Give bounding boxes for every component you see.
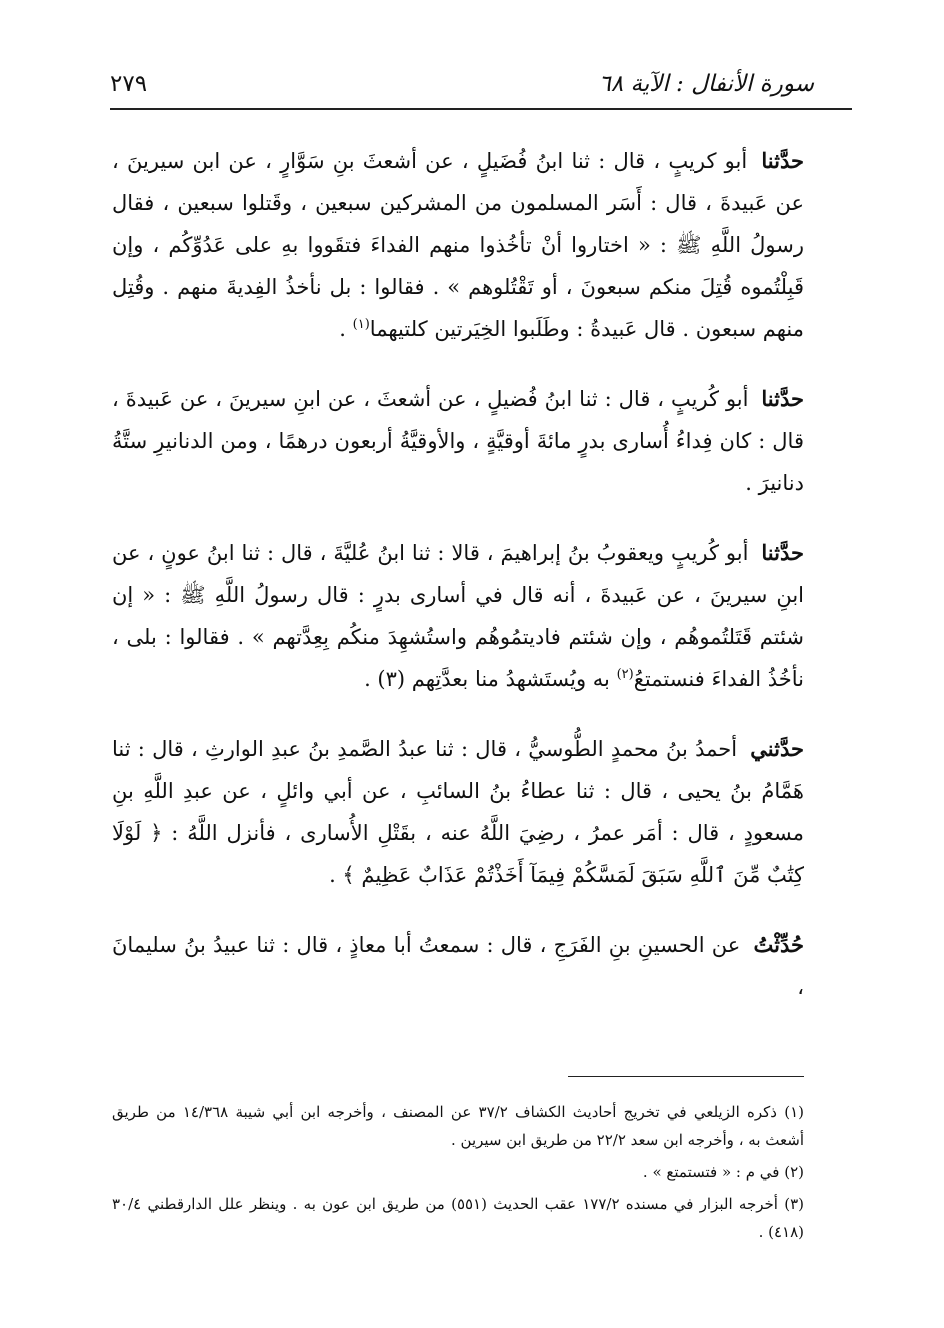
paragraph [112, 532, 804, 700]
paragraph-text: عن الحسينِ بنِ الفَرَجِ ، قال : سمعتُ أبا معاذٍ ، قال : ثنا عبيدُ بنُ سليمانَ ، [112, 933, 804, 999]
footnote-ref: (٢) [616, 667, 634, 682]
paragraph-text: أبو كريبٍ ، قال : ثنا ابنُ فُضَيلٍ ، عن أشعثَ بنِ سَوَّارٍ ، عن ابن سيرينَ ، عن عَبيدةَ ، قال : أَسَر المسلمون من المشركين سبعين ، وقَتلوا سبعين ، فقال رسولُ اللَّهِ ﷺ : « اختاروا أنْ تأخُذوا منهم الفداءَ فتقَووا بهِ على عَدُوِّكُم ، وإن قَبِلْتُموه قُتِلَ منكم سبعونَ ، أو تَقْتُلوهم » . فقالوا : بل نأخذُ الفِديةَ منهم . وقُتِل منهم سبعون . قال عَبيدةُ : وطَلَبوا الخِيَرتين كلتيهما [112, 149, 804, 341]
paragraph-lead: حدَّثنا [761, 540, 804, 565]
paragraph-text: أبو كُريبٍ ويعقوبُ بنُ إبراهيمَ ، قالا : ثنا ابنُ عُليَّةَ ، قال : ثنا ابنُ عونٍ ، عن ابنِ سيرينَ ، عن عَبيدةَ ، أنه قال في أسارى بدرٍ : قال رسولُ اللَّهِ ﷺ : « إن شئتم قَتَلتُموهُم ، وإن شئتم فاديتمُوهُم واستُشهِدَ منكُم بِعِدَّتهم » . فقالوا : بلى ، نأخُذُ الفداءَ فنستمتعُ [112, 541, 804, 691]
paragraph [112, 140, 804, 350]
paragraph-lead: حدَّثنا [761, 386, 804, 411]
footnotes [112, 1098, 804, 1250]
paragraph-tail: به ويُستَشهدُ منا بعدَّتِهم (٣) . [364, 667, 617, 691]
page-number: ٢٧٩ [110, 71, 148, 97]
paragraph-text: أبو كُريبٍ ، قال : ثنا ابنُ فُضيلٍ ، عن أشعثَ ، عن ابنِ سيرينَ ، عن عَبيدةَ ، قال : كان فِداءُ أُسارى بدرٍ مائةَ أوقيَّةٍ ، والأوقيَّةُ أربعون درهمًا ، ومن الدنانيرِ ستَّةُ دنانيرَ . [112, 387, 804, 495]
main-text [112, 140, 804, 1036]
footnote: (١) ذكره الزيلعي في تخريج أحاديث الكشاف ٣٧/٢ عن المصنف ، وأخرجه ابن أبي شيبة ١٤/٣٦٨ من طريق أشعث به ، وأخرجه ابن سعد ٢٢/٢ من طريق ابن سيرين . [112, 1103, 804, 1149]
running-title: سورة الأنفال : الآية ٦٨ [598, 71, 814, 97]
page-header [110, 64, 814, 104]
footnote: (٢) في م : « فتستمتع » . [642, 1163, 804, 1181]
footnote: (٣) أخرجه البزار في مسنده ١٧٧/٢ عقب الحديث (٥٥١) من طريق ابن عون به . وينظر علل الدارقطني ٣٠/٤ (٤١٨) . [112, 1195, 804, 1241]
paragraph-lead: حُدِّثْتُ [753, 932, 804, 957]
paragraph [112, 378, 804, 504]
paragraph-lead: حدَّثنا [761, 148, 804, 173]
paragraph-text: أحمدُ بنُ محمدٍ الطُّوسيُّ ، قال : ثنا عبدُ الصَّمدِ بنُ عبدِ الوارثِ ، قال : ثنا هَمَّامُ بنُ يحيى ، قال : ثنا عطاءُ بنُ السائبِ ، عن أبي وائلٍ ، عن عبدِ اللَّهِ بنِ مسعودٍ ، قال : أمَر عمرُ ، رضِيَ اللَّهُ عنه ، بقَتْلِ الأُسارى ، فأنزل اللَّهُ : ﴿ لَوْلَا كِتَٰبٌ مِّنَ ٱللَّهِ سَبَقَ لَمَسَّكُمْ فِيمَآ أَخَذْتُمْ عَذَابٌ عَظِيمٌ ﴾ . [112, 737, 804, 887]
paragraph [112, 728, 804, 896]
footnote-ref: (١) [352, 317, 370, 332]
paragraph-tail: . [339, 317, 353, 341]
header-divider [110, 108, 852, 110]
paragraph-lead: حدَّثني [750, 736, 804, 761]
paragraph [112, 924, 804, 1008]
footnote-divider [568, 1076, 804, 1077]
